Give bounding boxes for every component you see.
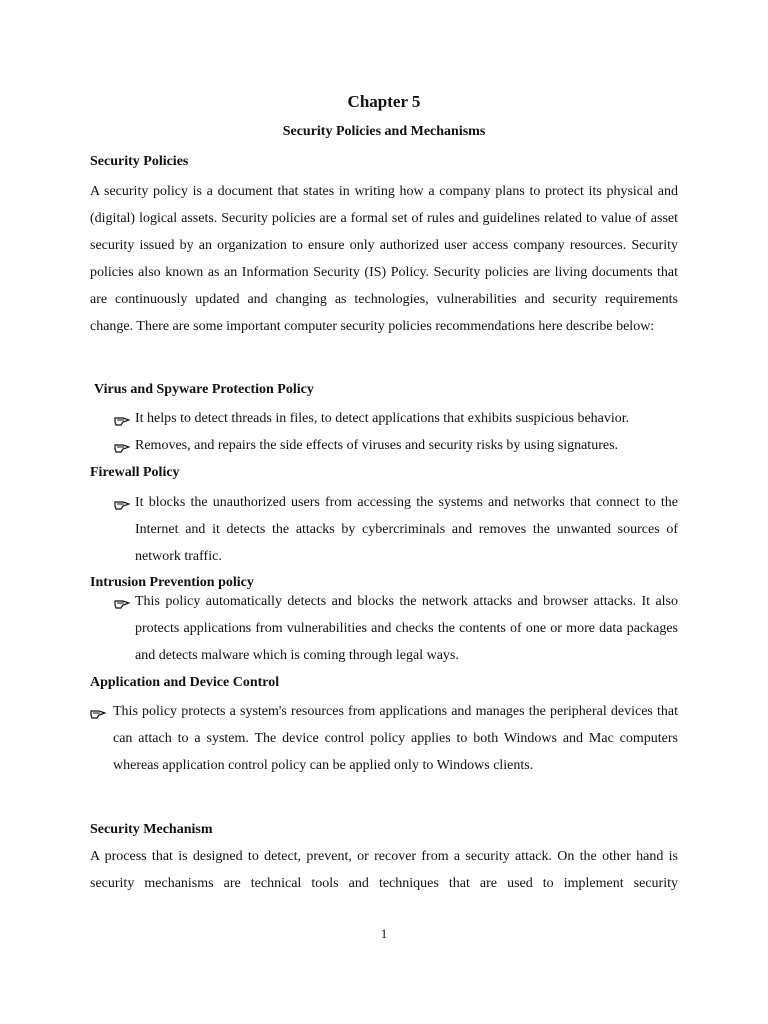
chapter-title: Chapter 5 (347, 92, 421, 111)
heading-intrusion-policy: Intrusion Prevention policy (90, 575, 254, 590)
heading-virus-policy: Virus and Spyware Protection Policy (94, 382, 314, 397)
hand-pointing-right-icon (114, 498, 130, 510)
bullet-virus-2: Removes, and repairs the side effects of viruses and security risks by using signatures. (135, 438, 619, 453)
hand-pointing-right-icon (90, 707, 106, 719)
bullet-intrusion-1: This policy automatically detects and blocks the network attacks and browser attacks. It also protects applications from vulnerabilities and checks the contents of one or more data packages and detects malware which is coming through legal ways. (135, 594, 678, 663)
chapter-subtitle: Security Policies and Mechanisms (282, 124, 486, 139)
heading-security-mechanism: Security Mechanism (90, 822, 213, 837)
hand-pointing-right-icon (114, 414, 130, 426)
hand-pointing-right-icon (114, 441, 130, 453)
heading-app-device-control: Application and Device Control (90, 675, 280, 690)
paragraph-security-policies: A security policy is a document that states in writing how a company plans to protect its physical and (digital) logical assets. Security policies are a formal set of rules and guidelines related to value of asset security issued by an organization to ensure only authorized user access company resources. Security policies also known as an Information Security (IS) Policy. Security policies are living documents that are continuously updated and changing as technologies, vulnerabilities and security requirements change. There are some important computer security policies recommendations here describe below: (90, 184, 678, 334)
bullet-virus-1: It helps to detect threads in files, to detect applications that exhibits suspicious behavior. (135, 411, 630, 426)
heading-firewall-policy: Firewall Policy (90, 465, 180, 480)
hand-pointing-right-icon (114, 597, 130, 609)
heading-security-policies: Security Policies (90, 154, 189, 169)
paragraph-security-mechanism: A process that is designed to detect, prevent, or recover from a security attack. On the other hand is security mechanisms are technical tools and techniques that are used to implement security (90, 849, 678, 891)
bullet-firewall-1: It blocks the unauthorized users from accessing the systems and networks that connect to the Internet and it detects the attacks by cybercriminals and removes the unwanted sources of network traffic. (135, 495, 678, 564)
bullet-app-device-1: This policy protects a system's resources from applications and manages the peripheral devices that can attach to a system. The device control policy applies to both Windows and Mac computers whereas application control policy can be applied only to Windows clients. (113, 704, 678, 773)
page-number: 1 (380, 926, 388, 941)
